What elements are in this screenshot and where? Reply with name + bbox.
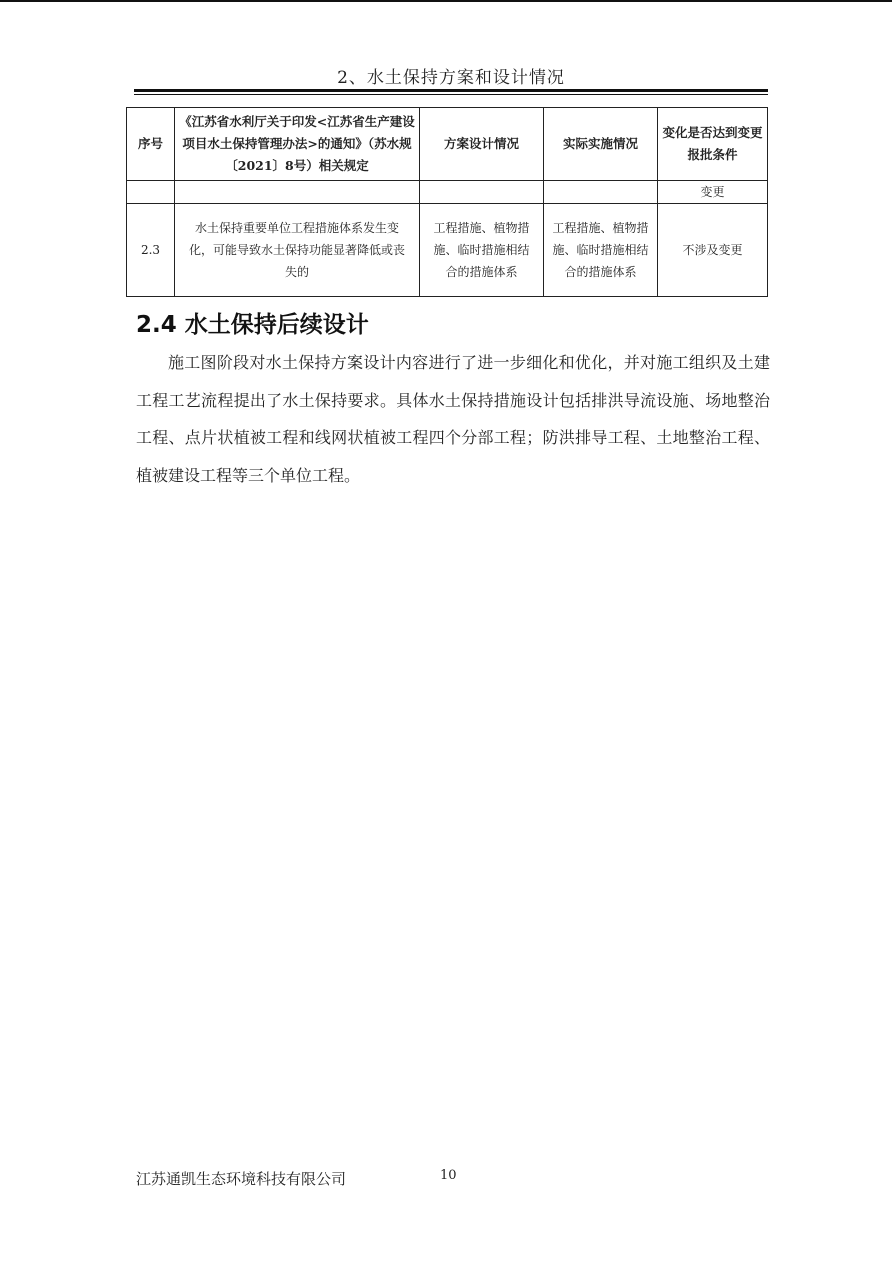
table-row [127, 204, 768, 297]
body-paragraph: 施工图阶段对水土保持方案设计内容进行了进一步细化和优化，并对施工组织及土建工程工艺流程提出了水土保持要求。具体水土保持措施设计包括排洪导流设施、场地整治工程、点片状植被工程和线网状植被工程四个分部工程；防洪排导工程、土地整治工程、植被建设工程等三个单位工程。 [136, 353, 770, 485]
page-header-title: 2、水土保持方案和设计情况 [337, 68, 565, 88]
table-cell: 变更 [658, 181, 768, 204]
table-row-continuation [127, 181, 768, 204]
table-cell-change-approval: 不涉及变更 [658, 204, 768, 297]
table-cell-regulation: 水土保持重要单位工程措施体系发生变化，可能导致水土保持功能显著降低或丧失的 [175, 204, 420, 297]
table-cell [420, 181, 544, 204]
table-cell-serial: 2.3 [127, 204, 175, 297]
regulation-comparison-table [126, 107, 768, 297]
column-header-plan-design: 方案设计情况 [420, 108, 544, 181]
column-header-regulation: 《江苏省水利厅关于印发<江苏省生产建设项目水土保持管理办法>的通知》（苏水规〔2021〕8号）相关规定 [175, 108, 420, 181]
header-rule [134, 89, 768, 92]
column-header-actual-implementation: 实际实施情况 [544, 108, 658, 181]
footer-company-name: 江苏通凯生态环境科技有限公司 [136, 1170, 347, 1188]
footer-page-number: 10 [440, 1168, 457, 1183]
header-rule-thin [134, 94, 768, 95]
table-cell [127, 181, 175, 204]
table-cell-plan-design: 工程措施、植物措施、临时措施相结合的措施体系 [420, 204, 544, 297]
column-header-change-approval: 变化是否达到变更报批条件 [658, 108, 768, 181]
section-heading: 2.4 水土保持后续设计 [136, 312, 369, 338]
table-cell [544, 181, 658, 204]
column-header-serial: 序号 [127, 108, 175, 181]
table-cell [175, 181, 420, 204]
table-cell-actual-implementation: 工程措施、植物措施、临时措施相结合的措施体系 [544, 204, 658, 297]
page-top-border [0, 0, 892, 2]
table-header-row [127, 108, 768, 181]
